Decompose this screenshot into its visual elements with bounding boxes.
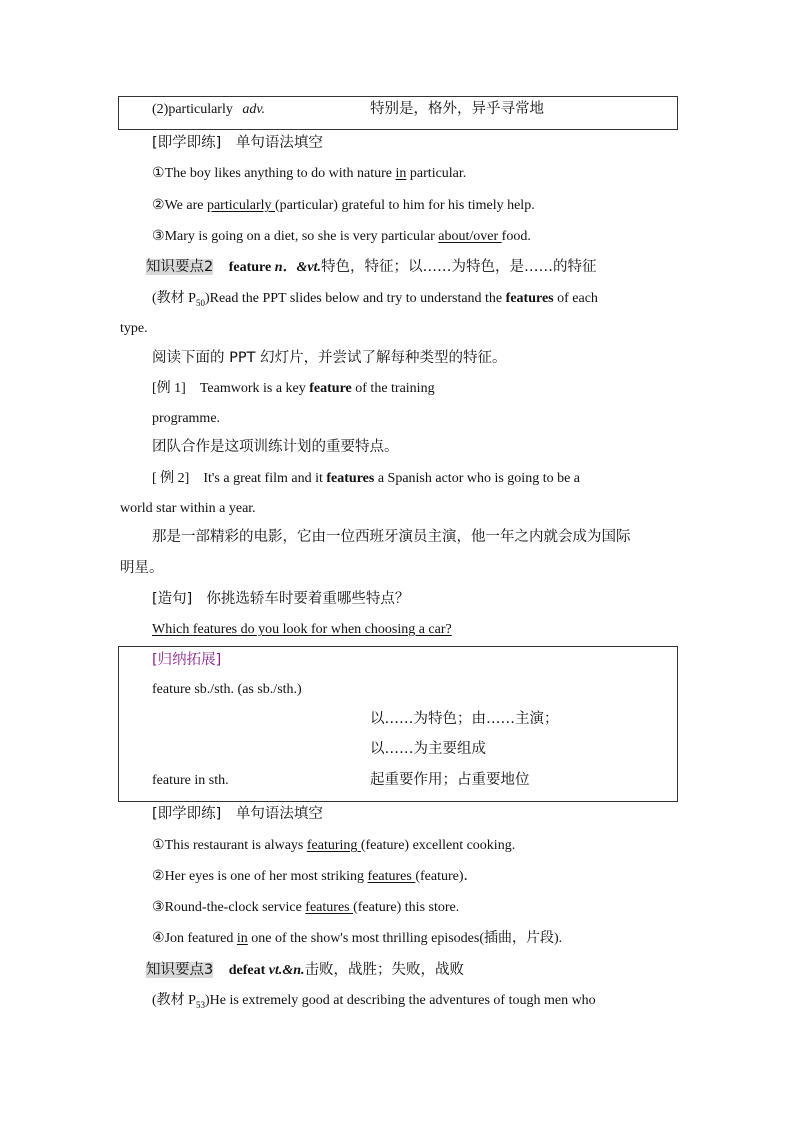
example-text: a Spanish actor who is going to be a <box>374 471 581 486</box>
textbook-text: )Read the PPT slides below and try to understand the <box>204 291 506 306</box>
point-tag: 知识要点3 <box>146 962 214 978</box>
item-number: ② <box>152 198 165 213</box>
item-text: (feature) this store. <box>353 900 460 915</box>
practice2-item-1 <box>152 836 515 856</box>
example1-line <box>152 379 435 399</box>
answer-blank: features <box>305 900 354 915</box>
item-text: food. <box>501 229 531 244</box>
point2-heading <box>146 257 597 278</box>
summary-row3-en: feature in sth. <box>152 773 229 788</box>
item-number: ① <box>152 838 165 853</box>
point-word: defeat <box>228 963 266 978</box>
example1-cont: programme. <box>152 411 221 426</box>
make-sentence-zh: 你挑选轿车时要着重哪些特点？ <box>206 591 410 607</box>
example-label: [例 1] <box>152 381 186 396</box>
answer-blank: in <box>395 166 407 181</box>
item-number: ① <box>152 166 165 181</box>
practice2-header: [即学即练] 单句语法填空 <box>152 806 323 822</box>
textbook-text: )He is extremely good at describing the adventures of tough men who <box>204 993 596 1008</box>
point3-textbook-line <box>152 991 596 1011</box>
make-sentence-line <box>152 589 409 609</box>
point-meaning: 特色，特征；以……为特色，是……的特征 <box>321 259 597 275</box>
practice2-item-2 <box>152 867 478 887</box>
item-text: Jon featured <box>164 931 237 946</box>
item-text: Her eyes is one of her most striking <box>164 869 368 884</box>
answer-blank: features <box>367 869 416 884</box>
textbook-text: of each <box>553 291 598 306</box>
textbook-page: 53 <box>195 999 205 1010</box>
answer-blank: featuring <box>306 838 361 853</box>
summary-row2-zh: 以……为主要组成 <box>370 741 486 757</box>
point2-textbook-cont: type. <box>120 321 148 336</box>
item-text: We are <box>164 198 207 213</box>
item-number: ④ <box>152 931 165 946</box>
example-label: [ 例 2] <box>152 471 190 486</box>
top-word-text: (2)particularly <box>152 102 233 117</box>
summary-title: [归纳拓展] <box>152 652 222 668</box>
example-keyword: feature <box>309 381 352 396</box>
point-tag: 知识要点2 <box>146 259 214 275</box>
point-meaning: 击败，战胜；失败，战败 <box>304 962 465 978</box>
example-text: Teamwork is a key <box>199 381 310 396</box>
answer-blank: about/over <box>438 229 502 244</box>
item-text: (particular) grateful to him for his timely help. <box>275 198 535 213</box>
point2-textbook-zh: 阅读下面的 PPT 幻灯片，并尝试了解每种类型的特征。 <box>152 350 507 366</box>
point2-textbook-line <box>152 289 674 309</box>
summary-row1-zh: 以……为特色；由……主演； <box>370 711 559 727</box>
summary-row1-en: feature sb./sth. (as sb./sth.) <box>152 682 302 697</box>
item-number: ③ <box>152 900 165 915</box>
point-pos: vt.&n. <box>268 963 305 978</box>
point-pos: n．&vt. <box>274 260 322 275</box>
point3-heading <box>146 960 464 981</box>
answer-blank: in <box>236 931 248 946</box>
example-keyword: features <box>326 471 375 486</box>
example2-cont: world star within a year. <box>120 501 256 516</box>
top-word-meaning: 特别是，格外，异乎寻常地 <box>370 101 544 117</box>
item-number: ② <box>152 869 165 884</box>
practice1-item-3 <box>152 227 531 247</box>
textbook-keyword: features <box>505 291 554 306</box>
item-text: particular. <box>406 166 467 181</box>
practice2-item-4 <box>152 929 562 949</box>
item-text: Mary is going on a diet, so she is very particular <box>164 229 439 244</box>
item-text: (feature)． <box>415 869 478 884</box>
make-sentence-label: [造句] <box>152 591 193 607</box>
practice1-header: [即学即练] 单句语法填空 <box>152 135 323 151</box>
answer-blank: particularly <box>206 198 275 213</box>
make-sentence-answer: Which features do you look for when choosing a car? <box>152 622 452 637</box>
example-text: of the training <box>351 381 435 396</box>
summary-row3-zh: 起重要作用；占重要地位 <box>370 772 530 788</box>
item-text: one of the show's most thrilling episodes(插曲，片段). <box>247 931 563 946</box>
item-text: The boy likes anything to do with nature <box>164 166 396 181</box>
item-text: This restaurant is always <box>164 838 307 853</box>
top-word <box>152 100 265 120</box>
textbook-prefix: (教材 P <box>152 993 196 1008</box>
example1-zh: 团队合作是这项训练计划的重要特点。 <box>152 439 399 455</box>
example2-line <box>152 469 580 489</box>
example2-zh-2: 明星。 <box>120 560 164 576</box>
textbook-prefix: (教材 P <box>152 291 196 306</box>
example2-zh-1: 那是一部精彩的电影，它由一位西班牙演员主演，他一年之内就会成为国际 <box>152 529 631 545</box>
top-word-pos: adv. <box>242 102 266 117</box>
item-number: ③ <box>152 229 165 244</box>
item-text: (feature) excellent cooking. <box>360 838 516 853</box>
point-word: feature <box>228 260 272 275</box>
practice1-item-1 <box>152 164 466 184</box>
example-text: It's a great film and it <box>203 471 327 486</box>
item-text: Round-the-clock service <box>164 900 306 915</box>
practice2-item-3 <box>152 898 459 918</box>
practice1-item-2 <box>152 196 535 216</box>
textbook-page: 50 <box>195 297 205 308</box>
